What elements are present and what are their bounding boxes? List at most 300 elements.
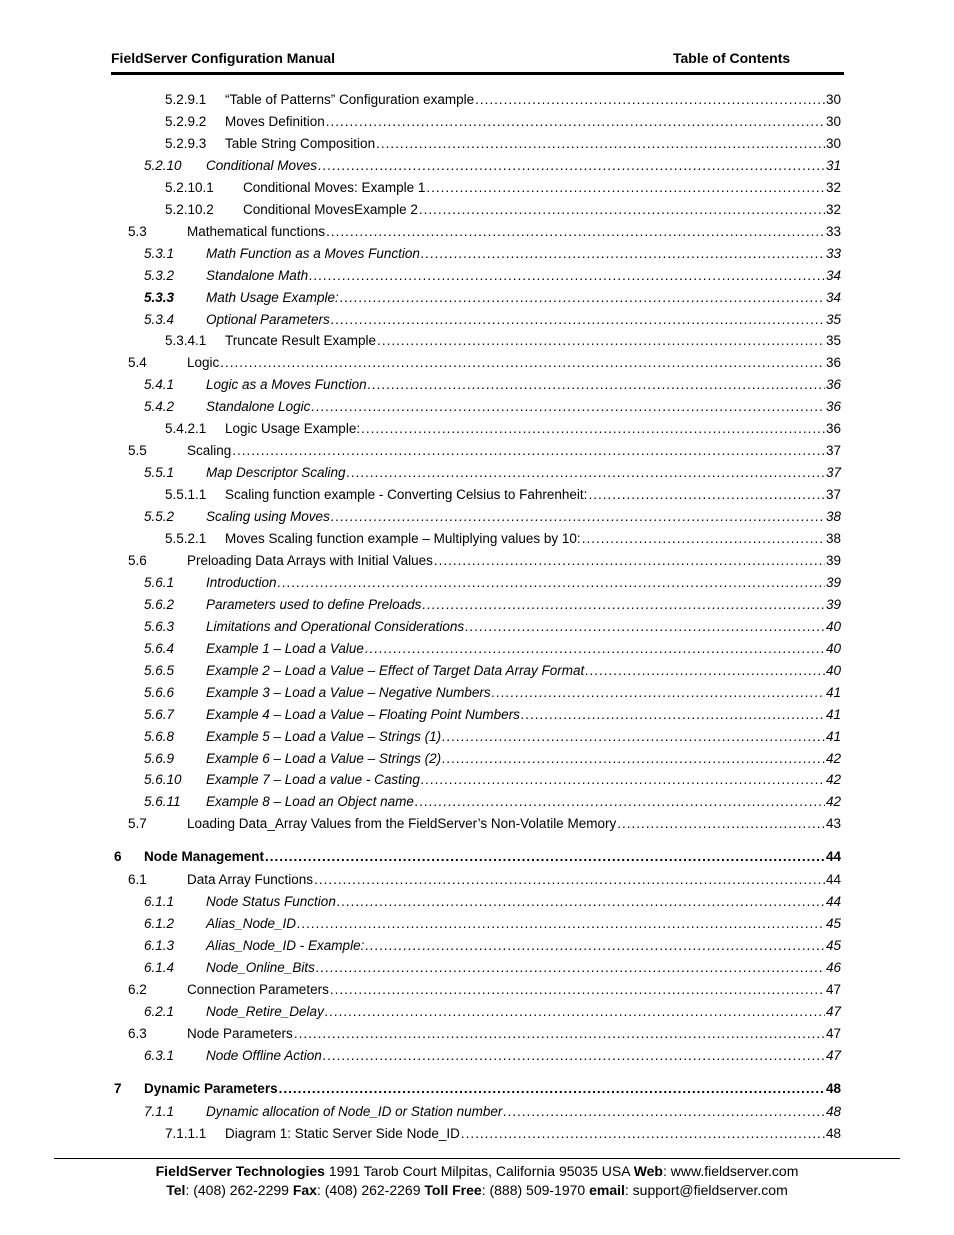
toc-entry[interactable] — [144, 266, 841, 286]
toc-entry-title: Example 5 – Load a Value – Strings (1) — [206, 727, 442, 747]
toc-entry[interactable] — [128, 353, 841, 373]
toc-entry[interactable] — [128, 441, 841, 461]
toc-entry-title: Standalone Logic — [206, 397, 311, 417]
toc-entry-title: Alias_Node_ID - Example: — [206, 936, 365, 956]
toc-entry[interactable] — [144, 727, 841, 747]
toc-entry[interactable] — [144, 617, 841, 637]
toc-entry-page: 40 — [825, 618, 841, 634]
toc-leader-dots — [331, 507, 825, 527]
header-rule — [111, 72, 844, 75]
toc-entry-title: Scaling function example - Converting Celsius to Fahrenheit: — [225, 485, 588, 505]
toc-entry[interactable] — [144, 892, 841, 912]
toc-entry-page: 44 — [825, 872, 841, 888]
toc-entry-title-row — [206, 244, 841, 264]
toc-entry-title: Conditional MovesExample 2 — [243, 200, 419, 220]
toc-entry-page: 32 — [825, 179, 841, 195]
toc-leader-dots — [376, 134, 825, 154]
toc-entry-title: Node_Retire_Delay — [206, 1002, 325, 1022]
toc-entry-number: 5.5 — [128, 443, 147, 459]
toc-entry-page: 37 — [825, 487, 841, 503]
toc-entry-title: Moves Definition — [225, 112, 326, 132]
toc-entry-number: 5.6.11 — [144, 794, 181, 810]
toc-entry-number: 6.2.1 — [144, 1003, 175, 1019]
toc-entry-title: Map Descriptor Scaling — [206, 463, 347, 483]
toc-entry[interactable] — [144, 595, 841, 615]
toc-entry-number: 5.4.2.1 — [165, 421, 207, 437]
toc-entry-page: 33 — [825, 223, 841, 239]
toc-leader-dots — [421, 244, 825, 264]
toc-leader-dots — [326, 112, 825, 132]
toc-entry-title: Truncate Result Example — [225, 331, 377, 351]
toc-entry-number: 5.2.9.1 — [165, 92, 207, 107]
toc-entry-number: 6.2 — [128, 982, 147, 997]
toc-entry[interactable] — [144, 507, 841, 527]
toc-entry[interactable] — [144, 573, 841, 593]
toc-entry-number: 5.3.3 — [144, 289, 175, 305]
footer-tel: : (408) 262-2299 — [185, 1182, 293, 1198]
toc-leader-dots — [297, 914, 825, 934]
toc-entry-page: 44 — [825, 849, 841, 865]
toc-entry-title-row — [243, 178, 841, 198]
toc-entry-number: 7 — [114, 1080, 122, 1096]
toc-entry-title: Connection Parameters — [187, 980, 330, 1000]
toc-entry-title: Limitations and Operational Considerations — [206, 617, 465, 637]
toc-entry-title-row — [206, 507, 841, 527]
toc-entry-page: 43 — [825, 816, 841, 832]
toc-leader-dots — [318, 156, 825, 176]
toc-entry-title: “Table of Patterns” Configuration example — [225, 90, 475, 110]
toc-entry[interactable] — [144, 749, 841, 769]
toc-leader-dots — [309, 266, 825, 286]
toc-leader-dots — [220, 353, 825, 373]
toc-entry-number: 5.6.8 — [144, 728, 175, 744]
toc-leader-dots — [419, 200, 825, 220]
toc-entry-title: Example 8 – Load an Object name — [206, 792, 415, 812]
toc-entry-title: Example 2 – Load a Value – Effect of Target Data Array Format — [206, 661, 585, 681]
toc-entry-page: 41 — [825, 728, 841, 744]
toc-entry[interactable] — [144, 958, 841, 978]
toc-entry-page: 40 — [825, 640, 841, 656]
toc-entry[interactable] — [144, 914, 841, 934]
toc-leader-dots — [340, 288, 825, 308]
toc-entry[interactable] — [144, 156, 841, 176]
toc-entry-number: 6.3 — [128, 1025, 147, 1041]
toc-entry-title-row — [206, 770, 841, 790]
toc-entry-title-row — [206, 683, 841, 703]
toc-entry-number: 5.6.4 — [144, 640, 175, 656]
toc-leader-dots — [279, 1079, 825, 1099]
toc-entry-title: Moves Scaling function example – Multiplying values by 10: — [225, 529, 582, 549]
toc-entry-page: 36 — [825, 421, 841, 437]
toc-leader-dots — [232, 441, 825, 461]
toc-entry-title-row — [206, 1102, 841, 1122]
toc-entry-title-row — [206, 639, 841, 659]
toc-entry-title-row — [206, 1002, 841, 1022]
toc-entry[interactable] — [165, 1124, 841, 1144]
toc-entry-page: 32 — [825, 201, 841, 217]
toc-entry[interactable] — [144, 244, 841, 264]
toc-entry-page: 34 — [825, 267, 841, 283]
toc-entry-page: 34 — [825, 289, 841, 305]
toc-entry-title-row — [225, 485, 841, 505]
toc-leader-dots — [311, 397, 825, 417]
toc-entry-page: 46 — [825, 960, 841, 976]
footer-address: 1991 Tarob Court Milpitas, California 95035 USA — [324, 1163, 634, 1179]
toc-leader-dots — [331, 310, 825, 330]
toc-entry[interactable] — [144, 310, 841, 330]
toc-entry-title: Conditional Moves: Example 1 — [243, 178, 426, 198]
toc-entry-title-row — [206, 914, 841, 934]
toc-entry-page: 39 — [825, 596, 841, 612]
toc-entry-title-row — [206, 156, 841, 176]
toc-entry-title-row — [206, 595, 841, 615]
toc-entry-page: 39 — [825, 574, 841, 590]
toc-entry-title: Example 6 – Load a Value – Strings (2) — [206, 749, 442, 769]
toc-entry-title-row — [187, 980, 841, 1000]
toc-entry-number: 5.6 — [128, 552, 147, 568]
toc-leader-dots — [330, 980, 825, 1000]
toc-leader-dots — [337, 892, 825, 912]
toc-entry-title: Introduction — [206, 573, 278, 593]
toc-entry-number: 5.5.1 — [144, 465, 175, 481]
toc-leader-dots — [326, 222, 825, 242]
toc-entry-title: Example 1 – Load a Value — [206, 639, 365, 659]
toc-entry-number: 5.5.2 — [144, 509, 175, 525]
toc-entry-page: 37 — [825, 443, 841, 459]
toc-entry-number: 5.6.7 — [144, 706, 175, 722]
toc-entry-title: Preloading Data Arrays with Initial Values — [187, 551, 434, 571]
toc-entry-page: 35 — [825, 311, 841, 327]
toc-entry-title-row — [206, 463, 841, 483]
toc-entry-title-row — [187, 814, 841, 834]
toc-entry-page: 39 — [825, 552, 841, 568]
toc-entry-title-row — [144, 847, 841, 867]
toc-entry-title: Math Function as a Moves Function — [206, 244, 421, 264]
toc-entry-page: 42 — [825, 794, 841, 810]
toc-entry[interactable] — [165, 134, 841, 154]
footer-fax: : (408) 262-2269 — [316, 1182, 425, 1198]
toc-leader-dots — [323, 1046, 825, 1066]
toc-entry-title-row — [187, 1024, 841, 1044]
page-header-section: Table of Contents — [673, 50, 791, 66]
footer-email-label: email — [589, 1182, 625, 1198]
toc-entry[interactable] — [144, 936, 841, 956]
toc-entry-page: 42 — [825, 772, 841, 788]
toc-leader-dots — [368, 375, 825, 395]
toc-entry-number: 5.3.4.1 — [165, 333, 207, 349]
toc-entry-number: 5.3.4 — [144, 311, 175, 327]
toc-entry-number: 6.1.4 — [144, 960, 175, 976]
toc-leader-dots — [588, 485, 825, 505]
toc-leader-dots — [325, 1002, 825, 1022]
toc-entry-title-row — [206, 1046, 841, 1066]
toc-leader-dots — [316, 958, 825, 978]
toc-entry[interactable] — [165, 178, 841, 198]
toc-entry-title: Node Management — [144, 847, 265, 867]
footer-company: FieldServer Technologies — [155, 1163, 325, 1179]
toc-entry[interactable] — [144, 683, 841, 703]
toc-entry-page: 35 — [825, 333, 841, 349]
toc-entry-number: 5.4.1 — [144, 377, 175, 393]
toc-entry[interactable] — [114, 847, 841, 867]
toc-entry-page: 45 — [825, 916, 841, 932]
toc-entry-title-row — [187, 870, 841, 890]
toc-entry-number: 6.1 — [128, 872, 147, 888]
toc-entry-title-row — [206, 573, 841, 593]
toc-entry-title-row — [187, 551, 841, 571]
toc-entry-title: Table String Composition — [225, 134, 376, 154]
toc-entry-title: Mathematical functions — [187, 222, 326, 242]
toc-entry-number: 6.1.1 — [144, 894, 175, 910]
footer-fax-label: Fax — [292, 1182, 317, 1198]
toc-entry[interactable] — [144, 661, 841, 681]
toc-entry-title: Alias_Node_ID — [206, 914, 297, 934]
toc-entry-page: 44 — [825, 894, 841, 910]
toc-leader-dots — [582, 529, 825, 549]
footer-email-link[interactable]: : support@fieldserver.com — [624, 1182, 788, 1198]
footer-rule — [54, 1158, 900, 1159]
toc-leader-dots — [475, 90, 825, 110]
toc-entry-number: 5.2.9.2 — [165, 113, 207, 129]
toc-entry[interactable] — [128, 980, 841, 1000]
toc-leader-dots — [461, 1124, 825, 1144]
toc-leader-dots — [442, 727, 825, 747]
toc-entry-number: 5.7 — [128, 816, 147, 832]
toc-entry-page: 36 — [825, 355, 841, 371]
toc-entry-title: Example 7 – Load a value - Casting — [206, 770, 421, 790]
toc-entry-title-row — [206, 727, 841, 747]
toc-entry-title: Node_Online_Bits — [206, 958, 316, 978]
toc-entry-title-row — [144, 1079, 841, 1099]
toc-leader-dots — [314, 870, 825, 890]
toc-entry-title-row — [225, 112, 841, 132]
toc-entry-title: Optional Parameters — [206, 310, 331, 330]
toc-entry-title: Example 4 – Load a Value – Floating Point Numbers — [206, 705, 521, 725]
toc-entry-number: 5.6.9 — [144, 750, 175, 766]
toc-entry[interactable] — [165, 90, 841, 110]
toc-entry-page: 40 — [825, 662, 841, 678]
toc-entry-title-row — [206, 705, 841, 725]
toc-entry-number: 5.6.10 — [144, 772, 182, 788]
toc-entry-title: Scaling using Moves — [206, 507, 331, 527]
toc-leader-dots — [294, 1024, 825, 1044]
toc-entry-title-row — [206, 749, 841, 769]
toc-entry-number: 5.6.2 — [144, 596, 175, 612]
toc-entry-page: 41 — [825, 684, 841, 700]
footer-web-label: Web — [633, 1163, 663, 1179]
toc-entry-title-row — [206, 266, 841, 286]
toc-entry-title: Logic as a Moves Function — [206, 375, 368, 395]
toc-entry-number: 5.6.1 — [144, 574, 175, 590]
toc-leader-dots — [503, 1102, 825, 1122]
toc-entry-number: 5.6.5 — [144, 662, 175, 678]
toc-entry-page: 36 — [825, 399, 841, 415]
toc-entry[interactable] — [128, 870, 841, 890]
toc-entry-title: Loading Data_Array Values from the FieldServer’s Non-Volatile Memory — [187, 814, 617, 834]
toc-entry-title-row — [225, 331, 841, 351]
toc-entry[interactable] — [144, 1046, 841, 1066]
toc-entry-title-row — [206, 792, 841, 812]
footer-tollfree-label: Toll Free — [424, 1182, 482, 1198]
toc-entry-page: 38 — [825, 509, 841, 525]
toc-leader-dots — [347, 463, 825, 483]
toc-entry[interactable] — [128, 1024, 841, 1044]
toc-entry[interactable] — [165, 331, 841, 351]
toc-entry-page: 42 — [825, 750, 841, 766]
toc-entry-page: 30 — [825, 113, 841, 129]
toc-entry-title-row — [206, 892, 841, 912]
toc-entry[interactable] — [144, 1002, 841, 1022]
toc-entry-number: 6.1.2 — [144, 916, 175, 932]
footer-tel-label: Tel — [166, 1182, 186, 1198]
toc-leader-dots — [442, 749, 825, 769]
toc-entry-title-row — [225, 419, 841, 439]
toc-entry[interactable] — [144, 770, 841, 790]
toc-entry-page: 48 — [825, 1103, 841, 1119]
toc-leader-dots — [265, 847, 825, 867]
toc-entry[interactable] — [165, 485, 841, 505]
toc-entry-number: 6.1.3 — [144, 938, 175, 954]
toc-entry-page: 33 — [825, 245, 841, 261]
toc-entry-title-row — [225, 134, 841, 154]
toc-leader-dots — [365, 936, 825, 956]
toc-entry-title-row — [187, 353, 841, 373]
toc-entry-title-row — [225, 1124, 841, 1144]
toc-entry-page: 30 — [825, 135, 841, 151]
toc-entry[interactable] — [144, 397, 841, 417]
toc-entry-title-row — [206, 958, 841, 978]
toc-entry-title: Data Array Functions — [187, 870, 314, 890]
toc-entry-title-row — [187, 222, 841, 242]
toc-entry-title-row — [206, 936, 841, 956]
toc-leader-dots — [521, 705, 825, 725]
toc-entry-number: 5.5.2.1 — [165, 531, 207, 546]
toc-entry-title-row — [225, 529, 841, 549]
toc-entry-page: 47 — [825, 1025, 841, 1041]
toc-entry-number: 5.2.10.2 — [165, 201, 214, 217]
toc-entry[interactable] — [144, 705, 841, 725]
toc-leader-dots — [585, 661, 825, 681]
toc-entry-number: 6.3.1 — [144, 1047, 175, 1063]
toc-entry-title-row — [206, 310, 841, 330]
toc-entry[interactable] — [114, 1079, 841, 1099]
toc-entry-title-row — [206, 617, 841, 637]
toc-entry-number: 5.6.3 — [144, 618, 175, 634]
toc-entry-number: 5.2.9.3 — [165, 135, 207, 151]
footer-web-link[interactable]: : www.fieldserver.com — [663, 1163, 799, 1179]
toc-leader-dots — [617, 814, 825, 834]
toc-entry-title: Standalone Math — [206, 266, 309, 286]
toc-leader-dots — [422, 595, 825, 615]
footer-line-2 — [0, 1182, 954, 1198]
toc-entry-number: 5.3.1 — [144, 245, 175, 261]
toc-entry-title-row — [187, 441, 841, 461]
toc-entry[interactable] — [144, 463, 841, 483]
toc-entry-number: 7.1.1.1 — [165, 1125, 207, 1141]
page-header-title: FieldServer Configuration Manual — [111, 50, 336, 66]
toc-leader-dots — [415, 792, 825, 812]
toc-entry-title-row — [206, 397, 841, 417]
toc-entry[interactable] — [128, 814, 841, 834]
toc-entry-page: 47 — [825, 982, 841, 997]
toc-leader-dots — [377, 331, 825, 351]
toc-entry-number: 5.4.2 — [144, 399, 175, 415]
toc-entry-page: 47 — [825, 1047, 841, 1063]
toc-entry-title-row — [206, 661, 841, 681]
toc-entry-number: 5.4 — [128, 355, 147, 371]
toc-entry-page: 38 — [825, 531, 841, 546]
toc-entry-number: 5.3.2 — [144, 267, 175, 283]
toc-entry-title: Logic Usage Example: — [225, 419, 361, 439]
toc-entry-page: 36 — [825, 377, 841, 393]
toc-entry-page: 37 — [825, 465, 841, 481]
toc-entry-title: Diagram 1: Static Server Side Node_ID — [225, 1124, 461, 1144]
toc-entry-title-row — [225, 90, 841, 110]
toc-entry-title: Node Parameters — [187, 1024, 294, 1044]
toc-entry-title: Dynamic Parameters — [144, 1079, 279, 1099]
toc-entry-page: 31 — [825, 157, 841, 173]
toc-entry-page: 47 — [825, 1003, 841, 1019]
toc-entry-title: Logic — [187, 353, 220, 373]
toc-entry-number: 5.3 — [128, 223, 147, 239]
toc-entry-title: Conditional Moves — [206, 156, 318, 176]
toc-entry[interactable] — [165, 419, 841, 439]
toc-entry-title: Scaling — [187, 441, 232, 461]
toc-entry-page: 48 — [825, 1125, 841, 1141]
toc-entry-page: 48 — [825, 1080, 841, 1096]
toc-entry[interactable] — [144, 1102, 841, 1122]
toc-entry-title-row — [206, 288, 841, 308]
toc-entry-title: Dynamic allocation of Node_ID or Station number — [206, 1102, 503, 1122]
toc-entry-title: Math Usage Example: — [206, 288, 340, 308]
toc-entry[interactable] — [128, 222, 841, 242]
toc-entry-page: 41 — [825, 706, 841, 722]
toc-entry[interactable] — [165, 529, 841, 549]
toc-leader-dots — [492, 683, 825, 703]
toc-leader-dots — [434, 551, 825, 571]
toc-leader-dots — [426, 178, 825, 198]
footer-tollfree: : (888) 509-1970 — [481, 1182, 590, 1198]
toc-entry-number: 6 — [114, 849, 122, 865]
toc-entry[interactable] — [165, 200, 841, 220]
toc-entry-title-row — [243, 200, 841, 220]
toc-entry-number: 5.5.1.1 — [165, 487, 207, 503]
toc-entry-number: 5.2.10 — [144, 157, 182, 173]
footer-line-1 — [0, 1163, 954, 1179]
toc-leader-dots — [361, 419, 825, 439]
toc-entry[interactable] — [144, 639, 841, 659]
toc-entry-title: Parameters used to define Preloads — [206, 595, 422, 615]
toc-entry[interactable] — [128, 551, 841, 571]
toc-leader-dots — [365, 639, 825, 659]
toc-entry-page: 45 — [825, 938, 841, 954]
toc-leader-dots — [421, 770, 825, 790]
toc-entry-title: Node Status Function — [206, 892, 337, 912]
toc-entry-title: Example 3 – Load a Value – Negative Numbers — [206, 683, 492, 703]
toc-entry[interactable] — [144, 375, 841, 395]
toc-entry-title: Node Offline Action — [206, 1046, 323, 1066]
toc-entry[interactable] — [144, 792, 841, 812]
toc-entry-title-row — [206, 375, 841, 395]
toc-entry-number: 7.1.1 — [144, 1103, 175, 1119]
toc-entry-number: 5.6.6 — [144, 684, 175, 700]
toc-entry-number: 5.2.10.1 — [165, 179, 214, 195]
toc-leader-dots — [278, 573, 825, 593]
toc-entry[interactable] — [165, 112, 841, 132]
toc-entry[interactable] — [144, 288, 841, 308]
toc-leader-dots — [465, 617, 825, 637]
toc-entry-page: 30 — [825, 92, 841, 107]
